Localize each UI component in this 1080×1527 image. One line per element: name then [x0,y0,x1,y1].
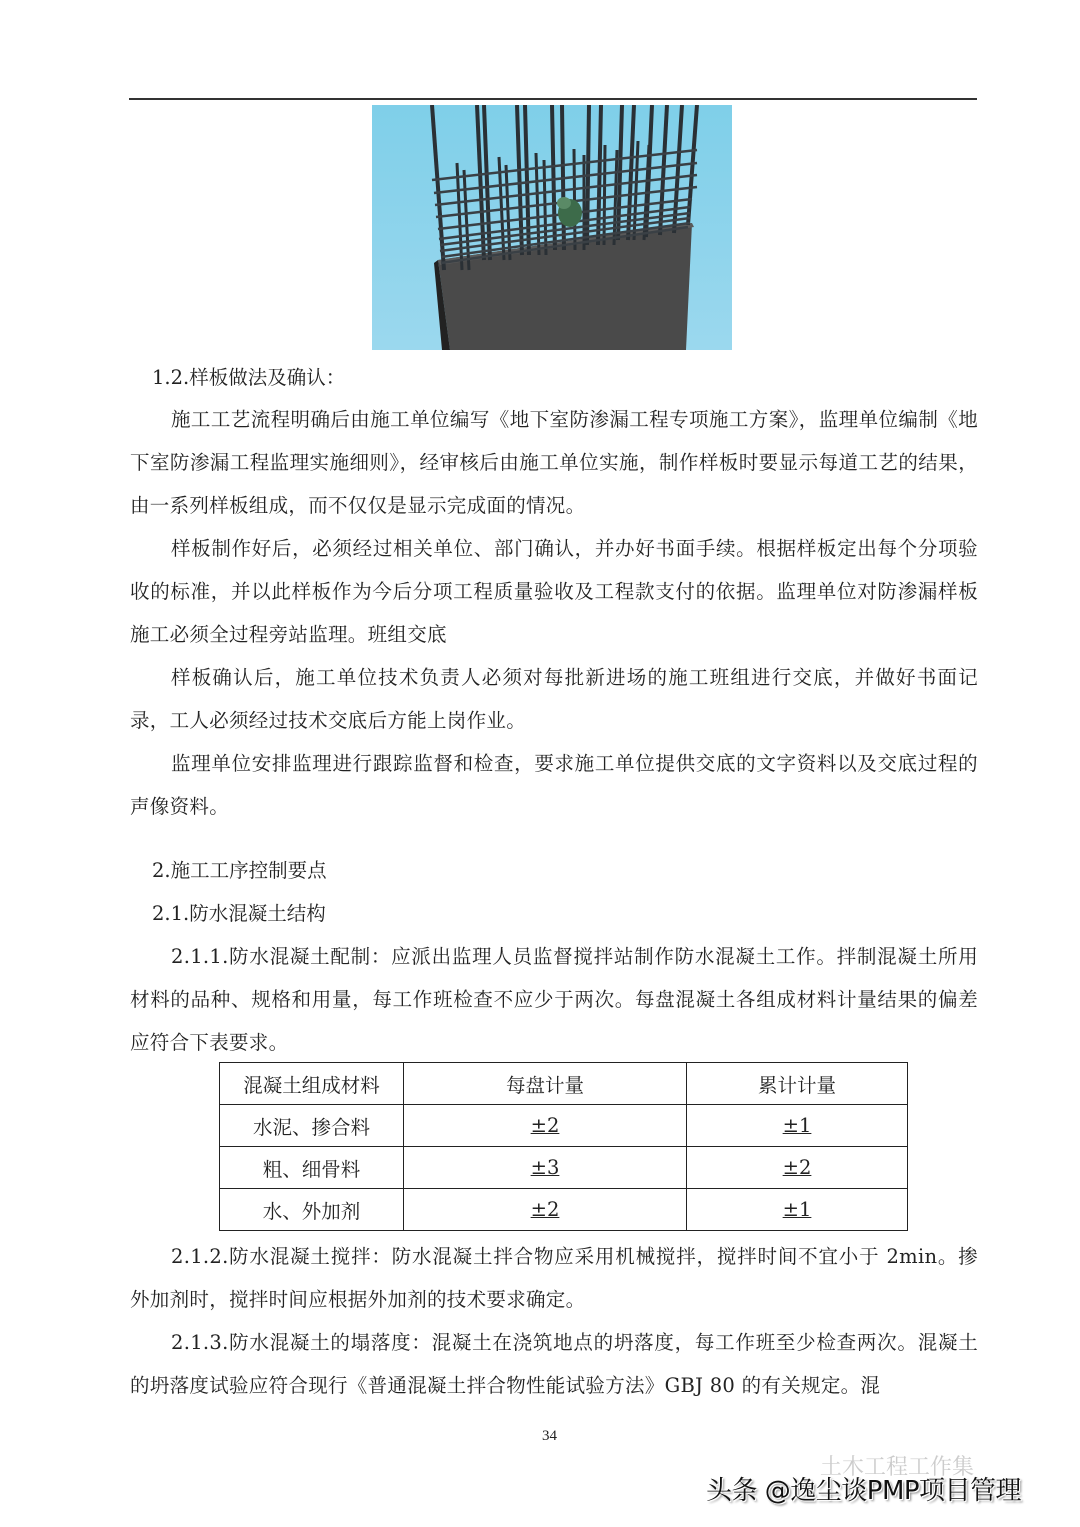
section-heading-2-1: 2.1.防水混凝土结构 [152,902,326,925]
table-header-cell: 累计计量 [687,1063,908,1105]
table-row [220,1147,908,1189]
table-cell: ±3 [404,1147,687,1189]
measurement-tolerance-table [219,1062,908,1231]
section-heading-1-2: 1.2.样板做法及确认： [152,366,346,389]
table-header-cell: 每盘计量 [404,1063,687,1105]
header-rule [129,98,977,100]
rebar-cage-figure [372,105,732,350]
faint-watermark: 土木工程工作集 [820,1455,975,1480]
paragraph: 样板确认后，施工单位技术负责人必须对每批新进场的施工班组进行交底，并做好书面记录，工人必须经过技术交底后方能上岗作业。 [130,666,978,732]
table-cell: ±1 [687,1189,908,1231]
paragraph: 施工工艺流程明确后由施工单位编写《地下室防渗漏工程专项施工方案》，监理单位编制《地下室防渗漏工程监理实施细则》，经审核后由施工单位实施，制作样板时要显示每道工艺的结果，由一系列样板组成，而不仅仅是显示完成面的情况。 [130,408,978,517]
rebar-wall-illustration [372,105,732,350]
source-watermark: 头条 @逸尘谈PMP项目管理 [706,1476,1022,1506]
table-cell: ±2 [404,1189,687,1231]
table-cell: ±2 [404,1105,687,1147]
paragraph-2-1-2: 2.1.2.防水混凝土搅拌：防水混凝土拌合物应采用机械搅拌，搅拌时间不宜小于 2min。掺外加剂时，搅拌时间应根据外加剂的技术要求确定。 [130,1245,978,1311]
table-cell: ±1 [687,1105,908,1147]
table-row [220,1189,908,1231]
paragraph: 样板制作好后，必须经过相关单位、部门确认，并办好书面手续。根据样板定出每个分项验收的标准，并以此样板作为今后分项工程质量验收及工程款支付的依据。监理单位对防渗漏样板施工必须全过程旁站监理。班组交底 [130,537,978,646]
table-cell: 粗、细骨料 [220,1147,404,1189]
table-header-row [220,1063,908,1105]
paragraph-2-1-3: 2.1.3.防水混凝土的塌落度：混凝土在浇筑地点的坍落度，每工作班至少检查两次。混凝土的坍落度试验应符合现行《普通混凝土拌合物性能试验方法》GBJ 80 的有关规定。混 [130,1331,978,1397]
section-heading-2: 2.施工工序控制要点 [152,859,327,882]
table-cell: 水、外加剂 [220,1189,404,1231]
table-cell: 水泥、掺合料 [220,1105,404,1147]
table-cell: ±2 [687,1147,908,1189]
paragraph: 监理单位安排监理进行跟踪监督和检查，要求施工单位提供交底的文字资料以及交底过程的声像资料。 [130,752,978,818]
table-header-cell: 混凝土组成材料 [220,1063,404,1105]
table-row [220,1105,908,1147]
paragraph-2-1-1: 2.1.1.防水混凝土配制：应派出监理人员监督搅拌站制作防水混凝土工作。拌制混凝土所用材料的品种、规格和用量，每工作班检查不应少于两次。每盘混凝土各组成材料计量结果的偏差应符合下表要求。 [130,945,978,1054]
page-number: 34 [542,1428,557,1444]
